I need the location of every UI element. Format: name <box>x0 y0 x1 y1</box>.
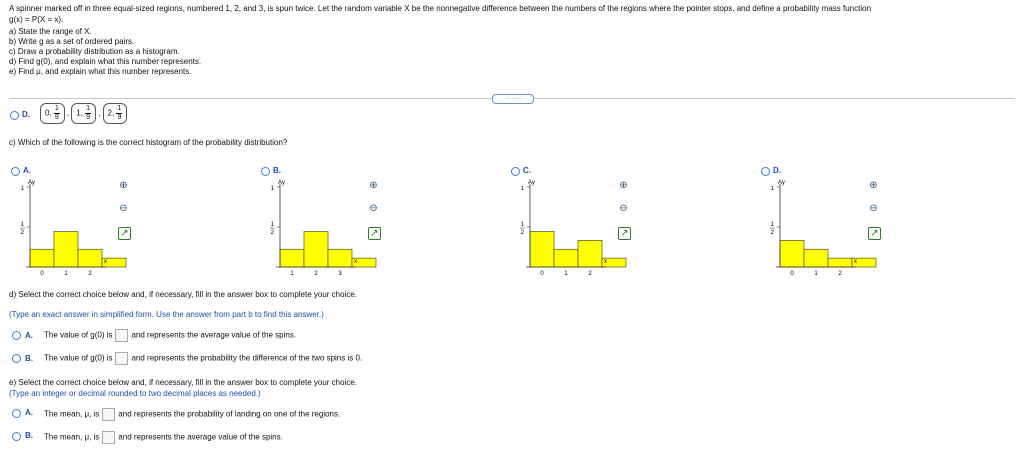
part-e-hint: (Type an integer or decimal rounded to two decimal places as needed.) <box>9 389 261 398</box>
prior-answer-label: D. <box>22 110 30 119</box>
x-tick-label: 2 <box>314 271 318 277</box>
g0-answer-box-a[interactable] <box>115 329 128 342</box>
histogram-option-1-radio[interactable] <box>11 167 20 176</box>
x-axis-label: x <box>604 259 607 265</box>
zoom-in-icon[interactable]: ⊕ <box>119 180 128 191</box>
x-tick-label: 0 <box>790 271 794 277</box>
ordered-pair: 1, $\frac{1}{9}$ <box>71 103 96 124</box>
zoom-in-icon[interactable]: ⊕ <box>369 180 378 191</box>
histogram-bar <box>780 240 804 267</box>
histogram-option-4-radio[interactable] <box>761 167 770 176</box>
x-tick-label: 1 <box>564 271 568 277</box>
x-tick-label: 1 <box>814 271 818 277</box>
part-d-text: d) Find g(0), and explain what this number represents. <box>9 57 202 66</box>
histogram-option-1-label: A. <box>23 166 31 175</box>
y-tick-label-1: 1 <box>20 186 24 192</box>
histogram-bar <box>30 249 54 267</box>
part-d-option-a-radio[interactable] <box>12 331 21 340</box>
histogram-option-3-radio[interactable] <box>511 167 520 176</box>
histogram-option-4-label: D. <box>773 166 781 175</box>
part-e-option-b-label: B. <box>25 431 33 440</box>
part-d-question: d) Select the correct choice below and, if necessary, fill in the answer box to complete your choice. <box>9 290 358 299</box>
open-in-new-window-icon[interactable]: ↗ <box>868 227 881 240</box>
part-e-question: e) Select the correct choice below and, if necessary, fill in the answer box to complete your choice. <box>9 378 358 387</box>
part-d-hint: (Type an exact answer in simplified form. Use the answer from part b to find this answer.) <box>9 310 324 319</box>
expand-more-button[interactable]: ······· <box>492 94 534 104</box>
y-tick-label-half-den: 2 <box>520 230 524 236</box>
pmf-definition: g(x) = P(X = x). <box>9 15 64 24</box>
histogram-bar <box>530 231 554 267</box>
x-axis-label: x <box>104 259 107 265</box>
zoom-out-icon[interactable]: ⊖ <box>369 203 378 214</box>
y-tick-label-half-num: 1 <box>270 222 274 228</box>
part-b-text: b) Write g as a set of ordered pairs. <box>9 37 135 46</box>
x-tick-label: 0 <box>540 271 544 277</box>
zoom-in-icon[interactable]: ⊕ <box>869 180 878 191</box>
histogram-bar <box>328 249 352 267</box>
x-tick-label: 1 <box>290 271 294 277</box>
y-axis-label: Ay <box>778 180 785 186</box>
x-tick-label: 2 <box>588 271 592 277</box>
ordered-pair: 0, $\frac{1}{9}$ <box>40 103 65 124</box>
g0-answer-box-b[interactable] <box>115 352 128 365</box>
y-tick-label-half-num: 1 <box>520 222 524 228</box>
part-e-option-a-radio[interactable] <box>12 409 21 418</box>
zoom-out-icon[interactable]: ⊖ <box>869 203 878 214</box>
y-axis-label: Ay <box>278 180 285 186</box>
part-d-option-b-radio[interactable] <box>12 354 21 363</box>
histogram-option-2-radio[interactable] <box>261 167 270 176</box>
part-e-option-a: The mean, μ, is and represents the probability of landing on one of the regions. <box>44 408 340 421</box>
histogram-bar <box>554 249 578 267</box>
y-tick-label-half-num: 1 <box>770 222 774 228</box>
ordered-pairs: 0, $\frac{1}{9}$ , 1, $\frac{1}{9}$ , 2, $\frac{1}{9}$ <box>40 103 129 124</box>
part-d-option-a: The value of g(0) is and represents the average value of the spins. <box>44 329 296 342</box>
x-tick-label: 2 <box>88 271 92 277</box>
x-axis-label: x <box>354 259 357 265</box>
histogram-bar <box>78 249 102 267</box>
mean-answer-box-b[interactable] <box>102 431 115 444</box>
part-d-option-b-label: B. <box>25 354 33 363</box>
open-in-new-window-icon[interactable]: ↗ <box>618 227 631 240</box>
histogram-bar <box>828 258 852 267</box>
y-tick-label-1: 1 <box>270 186 274 192</box>
part-e-option-b: The mean, μ, is and represents the average value of the spins. <box>44 431 283 444</box>
x-tick-label: 1 <box>64 271 68 277</box>
open-in-new-window-icon[interactable]: ↗ <box>368 227 381 240</box>
part-e-option-b-radio[interactable] <box>12 432 21 441</box>
part-a-text: a) State the range of X. <box>9 27 92 36</box>
y-axis-label: Ay <box>528 180 535 186</box>
ordered-pair: 2, $\frac{1}{9}$ <box>103 103 128 124</box>
x-tick-label: 2 <box>838 271 842 277</box>
zoom-out-icon[interactable]: ⊖ <box>119 203 128 214</box>
histogram-bar <box>280 249 304 267</box>
problem-statement: A spinner marked off in three equal-sized regions, numbered 1, 2, and 3, is spun twice. Let the random variable X be the nonnegative difference between the numbers of the regions where the pointer stops, and define a probability mass function <box>9 4 872 13</box>
zoom-out-icon[interactable]: ⊖ <box>619 203 628 214</box>
x-axis-label: x <box>854 259 857 265</box>
x-tick-label: 3 <box>338 271 342 277</box>
y-tick-label-half-den: 2 <box>770 230 774 236</box>
histogram-bar <box>54 231 78 267</box>
histogram-option-3-label: C. <box>523 166 531 175</box>
histogram-bar <box>304 231 328 267</box>
y-tick-label-1: 1 <box>770 186 774 192</box>
open-in-new-window-icon[interactable]: ↗ <box>118 227 131 240</box>
x-tick-label: 0 <box>40 271 44 277</box>
histogram-bar <box>804 249 828 267</box>
histogram-bar <box>578 240 602 267</box>
part-d-option-a-label: A. <box>25 331 33 340</box>
prior-answer-radio[interactable] <box>10 111 19 120</box>
histogram-option-2-label: B. <box>273 166 281 175</box>
mean-answer-box-a[interactable] <box>102 408 115 421</box>
y-tick-label-1: 1 <box>520 186 524 192</box>
part-c-text: c) Draw a probability distribution as a histogram. <box>9 47 180 56</box>
part-c-question: c) Which of the following is the correct histogram of the probability distribution? <box>9 138 288 147</box>
y-tick-label-half-num: 1 <box>20 222 24 228</box>
part-e-option-a-label: A. <box>25 408 33 417</box>
y-tick-label-half-den: 2 <box>270 230 274 236</box>
part-d-option-b: The value of g(0) is and represents the probability the difference of the two spins is 0. <box>44 352 362 365</box>
y-axis-label: Ay <box>28 180 35 186</box>
zoom-in-icon[interactable]: ⊕ <box>619 180 628 191</box>
part-e-text: e) Find μ, and explain what this number represents. <box>9 67 192 76</box>
y-tick-label-half-den: 2 <box>20 230 24 236</box>
